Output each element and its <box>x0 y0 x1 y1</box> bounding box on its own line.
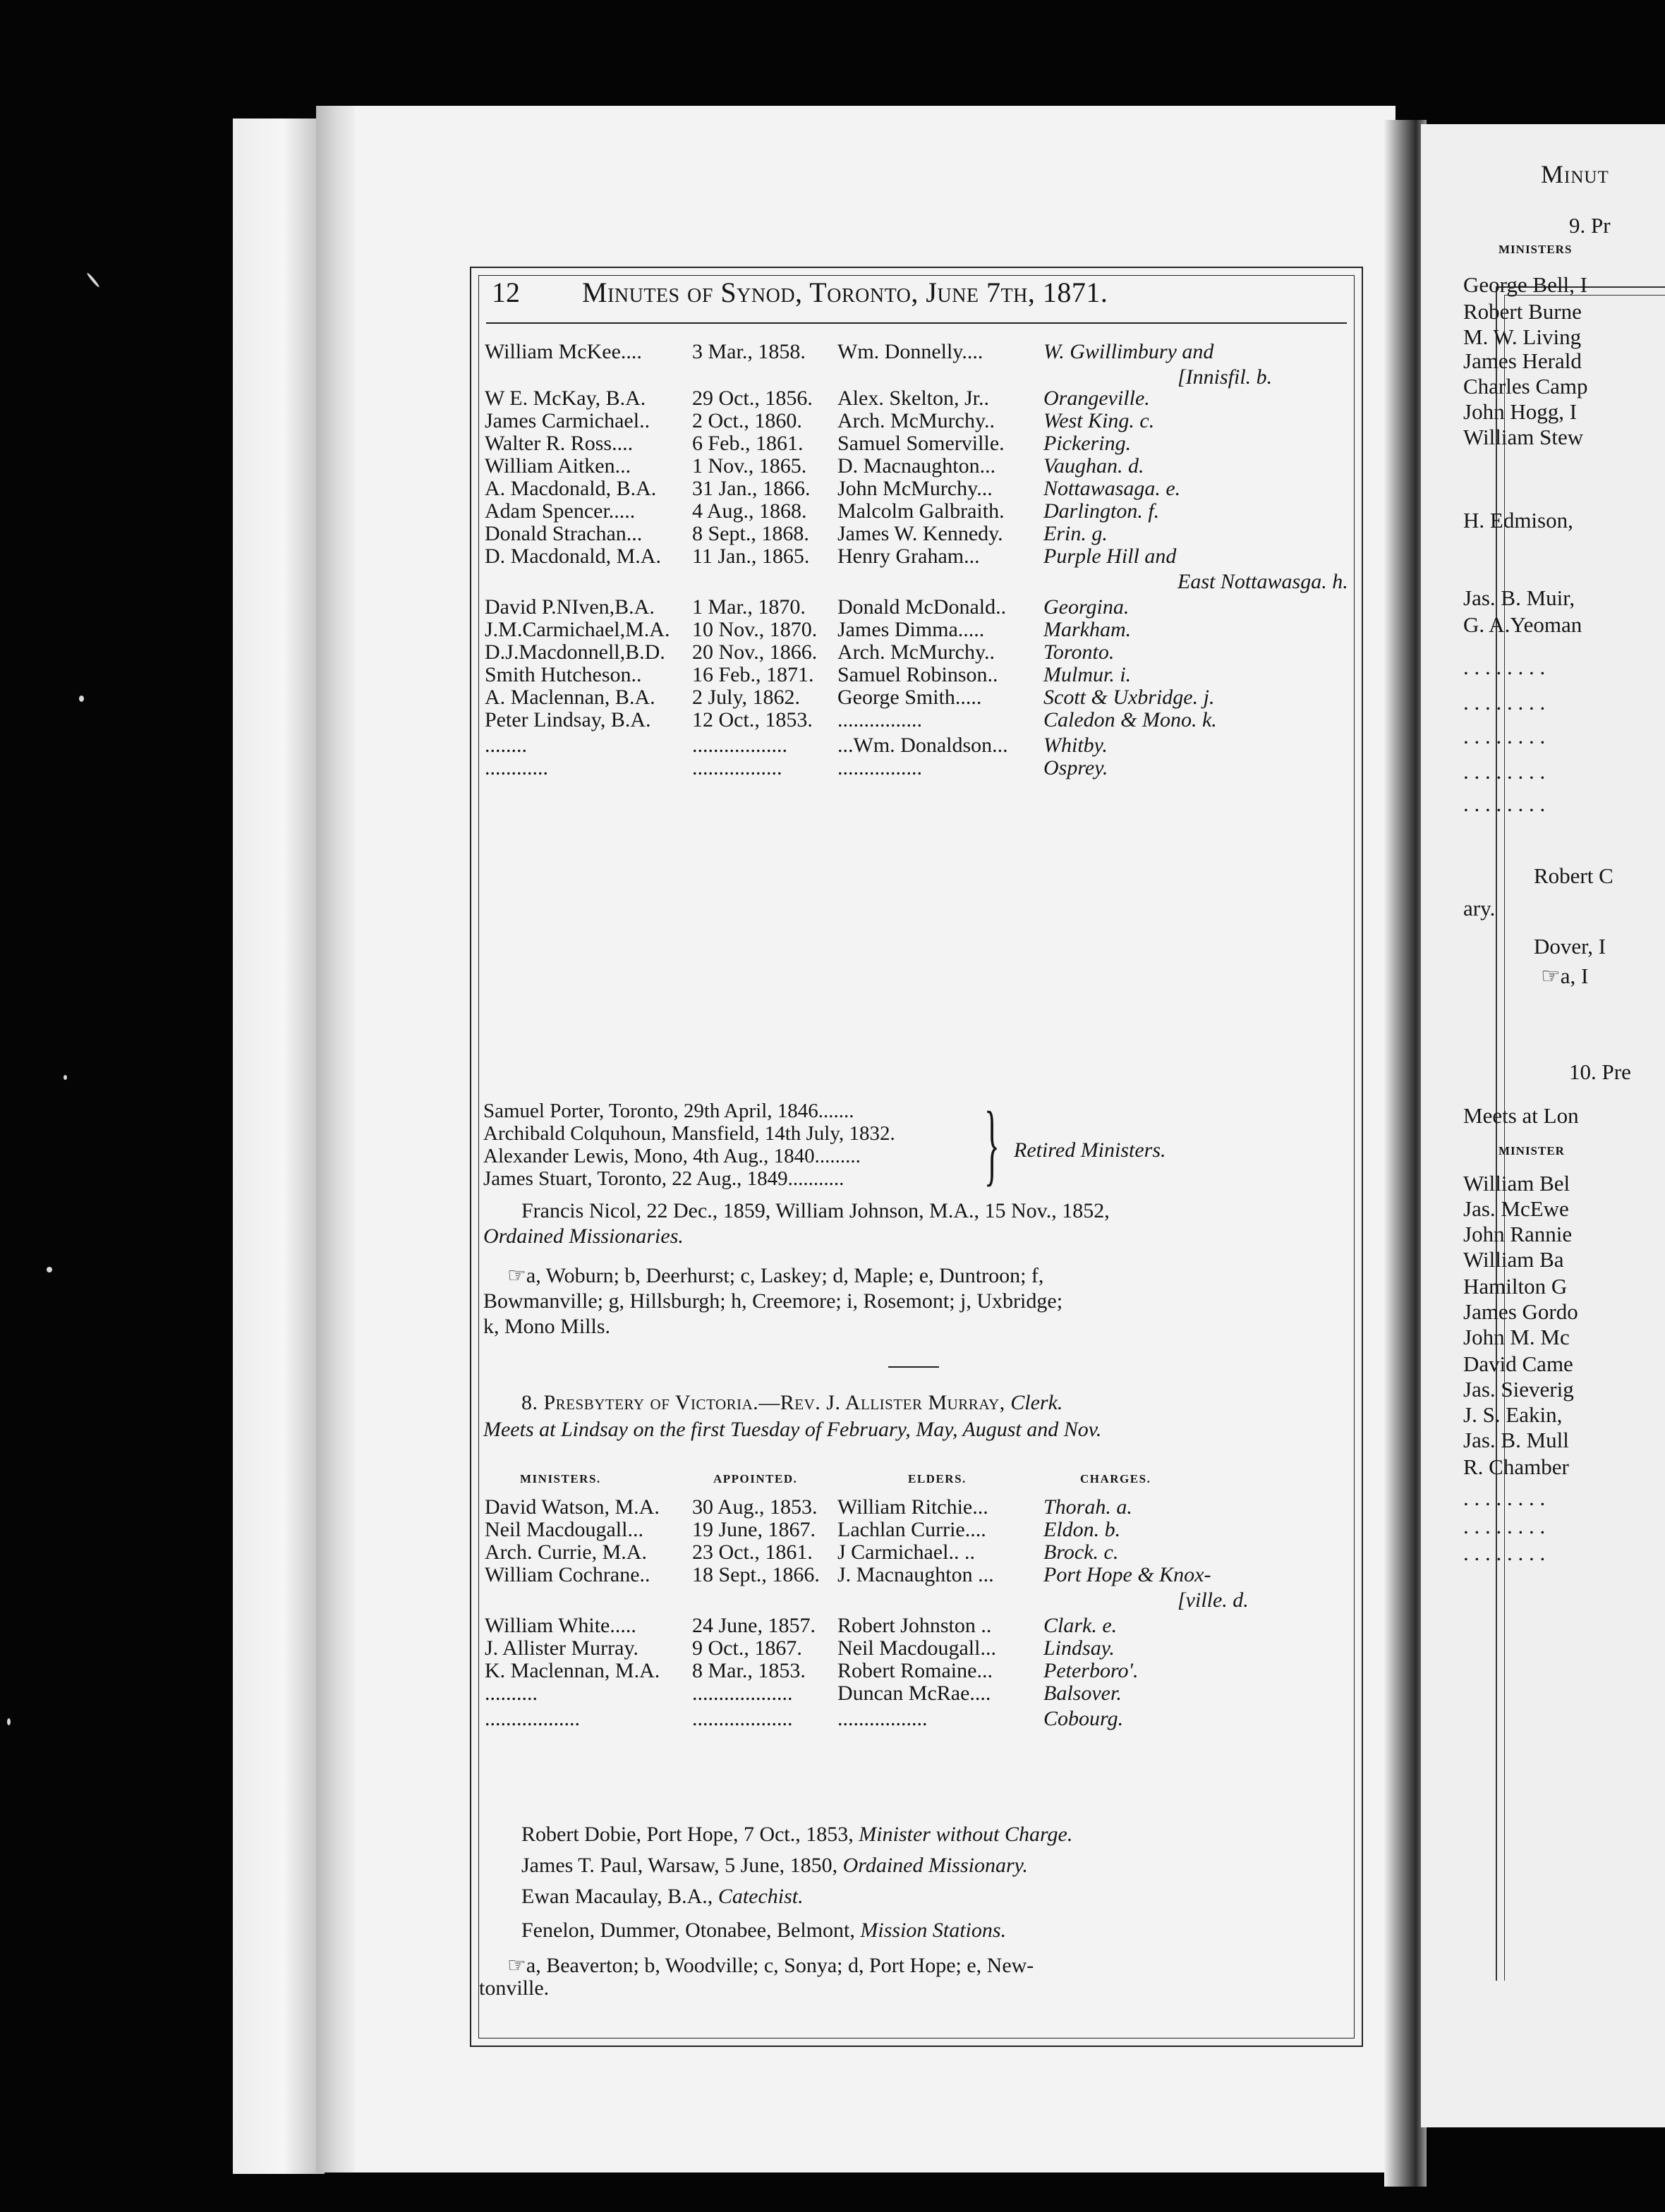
cell-appointed: 1 Mar., 1870. <box>692 595 806 619</box>
missionaries-label: Ordained Missionaries. <box>483 1224 684 1248</box>
cell-appointed: 2 Oct., 1860. <box>692 409 802 432</box>
facing-page-line: James Herald <box>1463 348 1582 373</box>
cell-charge: Mulmur. i. <box>1043 663 1132 686</box>
brace: } <box>984 1093 1000 1195</box>
meets-line: Meets at Lindsay on the first Tuesday of February, May, August and Nov. <box>483 1418 1102 1441</box>
facing-page-line: George Bell, I <box>1463 272 1587 297</box>
page-edge <box>233 119 325 2174</box>
retired-name: Samuel Porter, Toronto, 29th April, 1846....... <box>483 1100 854 1122</box>
facing-page-line: John Hogg, I <box>1463 399 1578 424</box>
notes-text: a, Woburn; b, Deerhurst; c, Laskey; d, Maple; e, Duntroon; f, <box>526 1264 1044 1287</box>
cell-appointed: 24 June, 1857. <box>692 1614 816 1637</box>
cell-charge: Toronto. <box>1043 640 1115 664</box>
facing-page <box>1421 124 1665 2127</box>
heading-text: 8. Presbytery of Victoria.—Rev. J. Allister Murray, <box>521 1391 1005 1414</box>
cell-appointed: 31 Jan., 1866. <box>692 477 811 500</box>
facing-page-line: 9. Pr <box>1569 213 1611 238</box>
cell-minister: William Cochrane.. <box>485 1563 650 1586</box>
extra-text: Fenelon, Dummer, Otonabee, Belmont, <box>521 1919 855 1942</box>
cell-appointed: 11 Jan., 1865. <box>692 545 810 568</box>
cell-charge: Darlington. f. <box>1043 499 1160 523</box>
cell-appointed: 10 Nov., 1870. <box>692 618 818 641</box>
cell-appointed: 6 Feb., 1861. <box>692 432 804 455</box>
cell-minister: David P.NIven,B.A. <box>485 595 655 619</box>
extra-text: Robert Dobie, Port Hope, 7 Oct., 1853, <box>521 1823 854 1846</box>
facing-page-line: R. Chamber <box>1463 1454 1569 1479</box>
cell-appointed: 12 Oct., 1853. <box>692 708 813 731</box>
page-frame-inner <box>478 275 1355 2038</box>
cell-charge: [ville. d. <box>1177 1588 1249 1612</box>
extra-italic: Minister without Charge. <box>859 1823 1073 1846</box>
cell-elder: Samuel Robinson.. <box>837 663 998 686</box>
notes-text: Bowmanville; g, Hillsburgh; h, Creemore; i, Rosemont; j, Uxbridge; <box>483 1289 1063 1313</box>
cell-elder: Duncan McRae.... <box>837 1682 991 1705</box>
cell-charge: Erin. g. <box>1043 522 1108 545</box>
cell-appointed: 8 Sept., 1868. <box>692 522 809 545</box>
heading-clerk: Clerk. <box>1010 1391 1063 1414</box>
cell-charge: Orangeville. <box>1043 387 1150 410</box>
cell-minister: Walter R. Ross.... <box>485 432 634 455</box>
cell-elder: ................ <box>837 756 922 779</box>
cell-elder: ................. <box>837 1707 928 1730</box>
cell-elder: J Carmichael.. .. <box>837 1540 975 1564</box>
cell-minister: ........ <box>485 734 527 757</box>
cell-elder: William Ritchie... <box>837 1495 988 1519</box>
facing-page-line: MINISTERS <box>1498 243 1573 256</box>
cell-appointed: 23 Oct., 1861. <box>692 1540 813 1564</box>
cell-appointed: 16 Feb., 1871. <box>692 663 814 686</box>
facing-page-line: . . . . . . . . <box>1463 1485 1546 1510</box>
facing-page-line: G. A.Yeoman <box>1463 612 1582 637</box>
cell-appointed: ................... <box>692 1707 793 1730</box>
cell-charge: West King. c. <box>1043 409 1155 432</box>
extra-italic: Ordained Missionary. <box>842 1854 1028 1877</box>
cell-elder: ................ <box>837 708 922 731</box>
cell-elder: George Smith..... <box>837 686 982 709</box>
facing-page-line: . . . . . . . . <box>1463 655 1546 679</box>
cell-elder: James Dimma..... <box>837 618 985 641</box>
cell-minister: Neil Macdougall... <box>485 1518 643 1541</box>
cell-minister: J. Allister Murray. <box>485 1636 639 1660</box>
facing-page-line: . . . . . . . . <box>1463 1514 1546 1538</box>
cell-appointed: 9 Oct., 1867. <box>692 1636 802 1660</box>
cell-charge: Cobourg. <box>1043 1707 1124 1730</box>
facing-page-line: John Rannie <box>1463 1222 1573 1246</box>
cell-charge: Whitby. <box>1043 734 1108 757</box>
facing-page-line: H. Edmison, <box>1463 508 1573 533</box>
cell-charge: Eldon. b. <box>1043 1518 1121 1541</box>
retired-name: Archibald Colquhoun, Mansfield, 14th July, 1832. <box>483 1122 895 1145</box>
facing-page-line: . . . . . . . . <box>1463 759 1546 784</box>
cell-elder: Wm. Donnelly.... <box>837 340 983 363</box>
cell-charge: Clark. e. <box>1043 1614 1118 1637</box>
cell-minister: D.J.Macdonnell,B.D. <box>485 640 665 664</box>
facing-page-line: . . . . . . . . <box>1463 791 1546 816</box>
cell-appointed: 19 June, 1867. <box>692 1518 816 1541</box>
cell-minister: William White..... <box>485 1614 636 1637</box>
cell-minister: Donald Strachan... <box>485 522 643 545</box>
pointing-hand-icon: ☞ <box>507 1954 526 1977</box>
cell-charge: Peterboro'. <box>1043 1659 1139 1682</box>
cell-minister: David Watson, M.A. <box>485 1495 660 1519</box>
facing-page-line: Jas. B. Muir, <box>1463 585 1575 610</box>
cell-minister: Adam Spencer..... <box>485 499 636 523</box>
cell-elder: Alex. Skelton, Jr.. <box>837 387 989 410</box>
cell-charge: [Innisfil. b. <box>1177 365 1273 389</box>
cell-minister: A. Maclennan, B.A. <box>485 686 655 709</box>
cell-appointed: 29 Oct., 1856. <box>692 387 813 410</box>
extra-line <box>521 1884 804 1909</box>
pointing-hand-icon: ☞ <box>507 1264 526 1287</box>
page-title: Minutes of Synod, Toronto, June 7th, 1871. <box>582 276 1108 308</box>
book-gutter <box>1384 120 1427 2187</box>
extra-italic: Catechist. <box>718 1885 804 1908</box>
extra-text: James T. Paul, Warsaw, 5 June, 1850, <box>521 1854 838 1877</box>
cell-elder: Malcolm Galbraith. <box>837 499 1005 523</box>
cell-elder: Neil Macdougall... <box>837 1636 996 1660</box>
cell-charge: Purple Hill and <box>1043 545 1177 568</box>
cell-minister: D. Macdonald, M.A. <box>485 545 661 568</box>
cell-elder: John McMurchy... <box>837 477 993 500</box>
facing-page-line: William Bel <box>1463 1171 1570 1196</box>
cell-appointed: 4 Aug., 1868. <box>692 499 807 523</box>
facing-page-line: ary. <box>1463 896 1496 920</box>
column-header-ministers: MINISTERS. <box>520 1472 601 1485</box>
cell-elder: Henry Graham... <box>837 545 980 568</box>
facing-page-line: Robert Burne <box>1463 299 1582 324</box>
facing-page-line: Meets at Lon <box>1463 1103 1579 1128</box>
cell-charge: Port Hope & Knox- <box>1043 1563 1211 1586</box>
cell-minister: J.M.Carmichael,M.A. <box>485 618 670 641</box>
facing-page-line: MINISTER <box>1498 1144 1565 1157</box>
cell-elder: D. Macnaughton... <box>837 454 996 478</box>
facing-page-line: J. S. Eakin, <box>1463 1402 1563 1427</box>
cell-elder: Robert Johnston .. <box>837 1614 992 1637</box>
cell-elder: J. Macnaughton ... <box>837 1563 994 1586</box>
extra-line <box>521 1918 1006 1943</box>
facing-page-title: Minut <box>1541 160 1609 188</box>
spine-shadow <box>316 106 355 2172</box>
cell-appointed: 1 Nov., 1865. <box>692 454 807 478</box>
retired-name: Alexander Lewis, Mono, 4th Aug., 1840......... <box>483 1145 861 1167</box>
facing-page-line: William Ba <box>1463 1247 1564 1272</box>
column-header-elders: ELDERS. <box>908 1472 967 1485</box>
notes-line <box>507 1953 1034 1979</box>
cell-appointed: 20 Nov., 1866. <box>692 640 818 664</box>
cell-appointed: .................. <box>692 734 787 757</box>
cell-elder: Lachlan Currie.... <box>837 1518 986 1541</box>
facing-page-line: Dover, I <box>1534 934 1606 959</box>
facing-page-line: Jas. McEwe <box>1463 1196 1569 1221</box>
facing-page-line: ☞a, I <box>1541 964 1589 988</box>
cell-elder: Donald McDonald.. <box>837 595 1007 619</box>
facing-page-line: Hamilton G <box>1463 1274 1568 1299</box>
cell-minister: A. Macdonald, B.A. <box>485 477 657 500</box>
page-12 <box>316 106 1395 2172</box>
cell-appointed: 3 Mar., 1858. <box>692 340 806 363</box>
facing-page-line: James Gordo <box>1463 1299 1578 1324</box>
cell-minister: Arch. Currie, M.A. <box>485 1540 647 1564</box>
facing-page-line: . . . . . . . . <box>1463 1540 1546 1565</box>
cell-appointed: 2 July, 1862. <box>692 686 801 709</box>
cell-charge: Brock. c. <box>1043 1540 1119 1564</box>
cell-elder: Arch. McMurchy.. <box>837 409 995 432</box>
cell-charge: Nottawasaga. e. <box>1043 477 1181 500</box>
cell-appointed: ................. <box>692 756 782 779</box>
facing-page-line: Charles Camp <box>1463 374 1588 399</box>
facing-page-line: . . . . . . . . <box>1463 690 1546 715</box>
cell-charge: Markham. <box>1043 618 1132 641</box>
cell-charge: Osprey. <box>1043 756 1108 779</box>
retired-label: Retired Ministers. <box>1014 1138 1166 1162</box>
notes-text: a, Beaverton; b, Woodville; c, Sonya; d, Port Hope; e, New- <box>526 1954 1034 1977</box>
facing-page-line: . . . . . . . . <box>1463 724 1546 748</box>
extra-line <box>521 1822 1072 1847</box>
cell-charge: Vaughan. d. <box>1043 454 1144 478</box>
facing-page-line: M. W. Living <box>1463 324 1582 349</box>
cell-elder: Samuel Somerville. <box>837 432 1005 455</box>
cell-charge: Lindsay. <box>1043 1636 1115 1660</box>
facing-page-line: Jas. B. Mull <box>1463 1428 1569 1452</box>
facing-page-line: William Stew <box>1463 425 1584 449</box>
notes-line <box>507 1263 1043 1289</box>
cell-charge: Georgina. <box>1043 595 1130 619</box>
cell-minister: Peter Lindsay, B.A. <box>485 708 651 731</box>
cell-minister: James Carmichael.. <box>485 409 650 432</box>
facing-page-line: Jas. Sieverig <box>1463 1377 1574 1402</box>
presbytery-8-heading <box>521 1390 1062 1416</box>
cell-minister: ............ <box>485 756 548 779</box>
cell-elder: James W. Kennedy. <box>837 522 1003 545</box>
cell-charge: W. Gwillimbury and <box>1043 340 1214 363</box>
extra-italic: Mission Stations. <box>860 1919 1007 1942</box>
cell-minister: .................. <box>485 1707 580 1730</box>
section-divider <box>888 1366 939 1368</box>
page-number: 12 <box>492 276 520 308</box>
notes-text: k, Mono Mills. <box>483 1315 611 1338</box>
facing-page-line: John M. Mc <box>1463 1325 1570 1349</box>
cell-elder: Robert Romaine... <box>837 1659 993 1682</box>
header-rule <box>486 322 1347 324</box>
facing-page-line: 10. Pre <box>1569 1059 1631 1084</box>
column-header-charges: CHARGES. <box>1080 1472 1151 1485</box>
cell-appointed: 8 Mar., 1853. <box>692 1659 806 1682</box>
cell-charge: Caledon & Mono. k. <box>1043 708 1217 731</box>
cell-minister: K. Maclennan, M.A. <box>485 1659 660 1682</box>
page-content <box>479 276 1354 2038</box>
cell-minister: William McKee.... <box>485 340 642 363</box>
page-frame <box>470 267 1363 2047</box>
retired-name: James Stuart, Toronto, 22 Aug., 1849........... <box>483 1167 844 1190</box>
cell-minister: Smith Hutcheson.. <box>485 663 642 686</box>
cell-charge: East Nottawasga. h. <box>1177 570 1348 593</box>
cell-minister: William Aitken... <box>485 454 631 478</box>
cell-elder: ...Wm. Donaldson... <box>837 734 1008 757</box>
facing-page-line: Robert C <box>1534 863 1613 888</box>
cell-appointed: ................... <box>692 1682 793 1705</box>
cell-charge: Thorah. a. <box>1043 1495 1132 1519</box>
column-header-appointed: APPOINTED. <box>713 1472 798 1485</box>
cell-minister: .......... <box>485 1682 538 1705</box>
cell-charge: Balsover. <box>1043 1682 1122 1705</box>
facing-page-line: David Came <box>1463 1351 1573 1376</box>
extra-text: Ewan Macaulay, B.A., <box>521 1885 713 1908</box>
cell-minister: W E. McKay, B.A. <box>485 387 646 410</box>
facing-page-frame <box>1496 286 1665 1981</box>
missionaries-text: Francis Nicol, 22 Dec., 1859, William Johnson, M.A., 15 Nov., 1852, <box>521 1199 1110 1222</box>
cell-appointed: 18 Sept., 1866. <box>692 1563 820 1586</box>
cell-charge: Scott & Uxbridge. j. <box>1043 686 1215 709</box>
notes-text: tonville. <box>479 1976 550 2000</box>
cell-charge: Pickering. <box>1043 432 1132 455</box>
cell-appointed: 30 Aug., 1853. <box>692 1495 818 1519</box>
cell-elder: Arch. McMurchy.. <box>837 640 995 664</box>
extra-line <box>521 1853 1028 1878</box>
